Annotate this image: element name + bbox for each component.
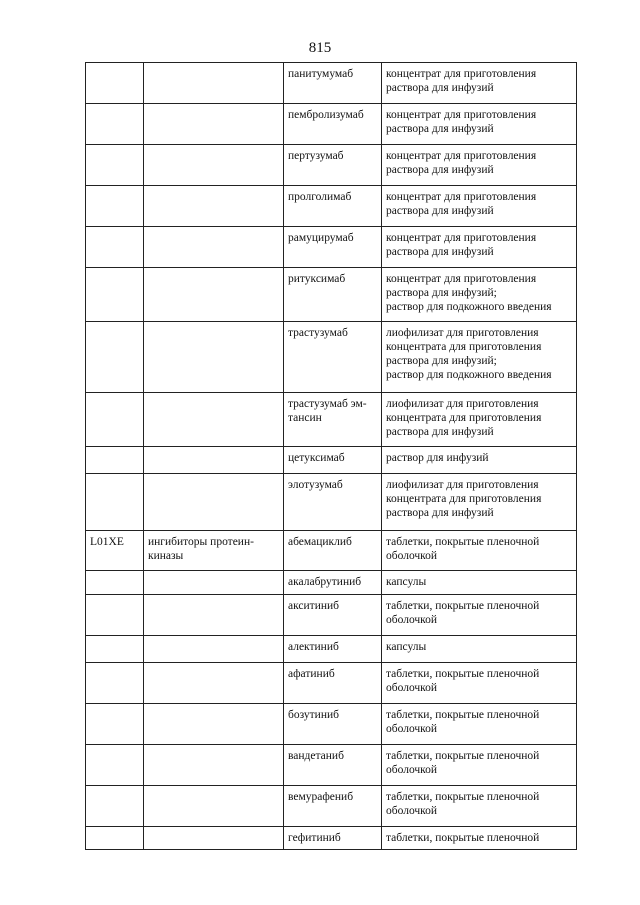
- dosage-form-cell: [382, 827, 577, 850]
- group-cell: [144, 636, 284, 663]
- atc-code-cell: L01XE: [86, 531, 144, 571]
- dosage-form-line: раствора для инфузий: [386, 205, 494, 217]
- atc-code-cell: [86, 186, 144, 227]
- dosage-form-line: раствора для инфузий: [386, 82, 494, 94]
- drug-name-cell: гефитиниб: [284, 827, 382, 850]
- drug-name-cell: бозутиниб: [284, 704, 382, 745]
- atc-code-cell: [86, 474, 144, 531]
- dosage-form-line: оболочкой: [386, 764, 438, 776]
- group-cell: [144, 322, 284, 393]
- atc-code-cell: [86, 827, 144, 850]
- table-row: [86, 704, 577, 745]
- dosage-form-line: концентрата для приготовления: [386, 412, 542, 424]
- group-cell: [144, 786, 284, 827]
- dosage-form-line: раствор для подкожного введения: [386, 369, 552, 381]
- dosage-form-cell: [382, 786, 577, 827]
- dosage-form-cell: [382, 636, 577, 663]
- dosage-form-line: раствора для инфузий: [386, 123, 494, 135]
- atc-code-cell: [86, 571, 144, 595]
- atc-code-cell: [86, 447, 144, 474]
- group-cell: [144, 104, 284, 145]
- dosage-form-line: таблетки, покрытые пленочной: [386, 750, 540, 762]
- dosage-form-line: лиофилизат для приготовления: [386, 479, 539, 491]
- drug-name-cell: трастузумаб эм- тансин: [284, 393, 382, 447]
- dosage-form-cell: [382, 447, 577, 474]
- group-cell: [144, 393, 284, 447]
- drug-name-cell: цетуксимаб: [284, 447, 382, 474]
- table-row: [86, 531, 577, 571]
- dosage-form-line: концентрат для приготовления: [386, 232, 537, 244]
- drug-name-cell: вандетаниб: [284, 745, 382, 786]
- table-row: [86, 786, 577, 827]
- dosage-form-line: концентрат для приготовления: [386, 273, 537, 285]
- dosage-form-line: таблетки, покрытые пленочной: [386, 536, 540, 548]
- dosage-form-cell: [382, 704, 577, 745]
- group-cell: [144, 474, 284, 531]
- atc-code-cell: [86, 745, 144, 786]
- dosage-form-line: оболочкой: [386, 614, 438, 626]
- group-cell: [144, 571, 284, 595]
- atc-code-cell: [86, 63, 144, 104]
- dosage-form-cell: [382, 595, 577, 636]
- dosage-form-line: раствора для инфузий;: [386, 287, 497, 299]
- drug-table: [85, 62, 577, 850]
- dosage-form-line: таблетки, покрытые пленочной: [386, 709, 540, 721]
- dosage-form-line: концентрат для приготовления: [386, 109, 537, 121]
- table-row: [86, 571, 577, 595]
- dosage-form-cell: [382, 104, 577, 145]
- table-row: [86, 145, 577, 186]
- dosage-form-line: лиофилизат для приготовления: [386, 327, 539, 339]
- table-row: [86, 474, 577, 531]
- dosage-form-cell: [382, 227, 577, 268]
- atc-code-cell: [86, 104, 144, 145]
- table-row: [86, 186, 577, 227]
- table-row: [86, 63, 577, 104]
- dosage-form-line: оболочкой: [386, 723, 438, 735]
- page-number: 815: [308, 40, 332, 56]
- drug-name-cell: абемациклиб: [284, 531, 382, 571]
- group-cell: [144, 745, 284, 786]
- dosage-form-cell: [382, 63, 577, 104]
- drug-name-cell: ритуксимаб: [284, 268, 382, 322]
- dosage-form-cell: [382, 474, 577, 531]
- drug-name-cell: алектиниб: [284, 636, 382, 663]
- atc-code-cell: [86, 322, 144, 393]
- table-row: [86, 827, 577, 850]
- drug-name-cell: элотузумаб: [284, 474, 382, 531]
- dosage-form-line: раствор для подкожного введения: [386, 301, 552, 313]
- dosage-form-line: раствора для инфузий: [386, 246, 494, 258]
- drug-name-cell: рамуцирумаб: [284, 227, 382, 268]
- atc-code-cell: [86, 227, 144, 268]
- group-cell: [144, 227, 284, 268]
- atc-code-cell: [86, 595, 144, 636]
- table-body: [86, 63, 577, 850]
- dosage-form-cell: [382, 571, 577, 595]
- group-cell: [144, 186, 284, 227]
- table-row: [86, 104, 577, 145]
- dosage-form-line: раствора для инфузий;: [386, 355, 497, 367]
- dosage-form-line: раствора для инфузий: [386, 507, 494, 519]
- drug-name-cell: пембролизумаб: [284, 104, 382, 145]
- group-cell: [144, 447, 284, 474]
- dosage-form-cell: [382, 531, 577, 571]
- table-row: [86, 393, 577, 447]
- table-row: [86, 745, 577, 786]
- dosage-form-line: концентрат для приготовления: [386, 191, 537, 203]
- drug-name-cell: афатиниб: [284, 663, 382, 704]
- dosage-form-cell: [382, 393, 577, 447]
- drug-name-cell: панитумумаб: [284, 63, 382, 104]
- drug-name-cell: пертузумаб: [284, 145, 382, 186]
- atc-code-cell: [86, 663, 144, 704]
- dosage-form-cell: [382, 745, 577, 786]
- dosage-form-line: оболочкой: [386, 805, 438, 817]
- dosage-form-cell: [382, 186, 577, 227]
- dosage-form-line: таблетки, покрытые пленочной: [386, 832, 540, 844]
- group-cell: [144, 704, 284, 745]
- group-cell: [144, 268, 284, 322]
- table-row: [86, 322, 577, 393]
- drug-name-cell: акалабрутиниб: [284, 571, 382, 595]
- dosage-form-line: таблетки, покрытые пленочной: [386, 791, 540, 803]
- dosage-form-line: таблетки, покрытые пленочной: [386, 668, 540, 680]
- dosage-form-line: концентрата для приготовления: [386, 341, 542, 353]
- dosage-form-line: оболочкой: [386, 550, 438, 562]
- dosage-form-line: раствора для инфузий: [386, 164, 494, 176]
- dosage-form-line: концентрат для приготовления: [386, 68, 537, 80]
- drug-name-cell: акситиниб: [284, 595, 382, 636]
- atc-code-cell: [86, 636, 144, 663]
- dosage-form-line: раствор для инфузий: [386, 452, 489, 464]
- dosage-form-line: оболочкой: [386, 682, 438, 694]
- table-row: [86, 447, 577, 474]
- group-cell: [144, 595, 284, 636]
- group-cell: [144, 63, 284, 104]
- group-cell: [144, 663, 284, 704]
- dosage-form-line: капсулы: [386, 576, 427, 588]
- atc-code-cell: [86, 704, 144, 745]
- dosage-form-line: лиофилизат для приготовления: [386, 398, 539, 410]
- dosage-form-line: концентрата для приготовления: [386, 493, 542, 505]
- dosage-form-line: концентрат для приготовления: [386, 150, 537, 162]
- table-row: [86, 227, 577, 268]
- table-row: [86, 268, 577, 322]
- dosage-form-line: капсулы: [386, 641, 427, 653]
- group-cell: [144, 827, 284, 850]
- group-cell: ингибиторы протеин- киназы: [144, 531, 284, 571]
- drug-name-cell: трастузумаб: [284, 322, 382, 393]
- dosage-form-cell: [382, 322, 577, 393]
- group-cell: [144, 145, 284, 186]
- dosage-form-cell: [382, 145, 577, 186]
- atc-code-cell: [86, 393, 144, 447]
- dosage-form-line: раствора для инфузий: [386, 426, 494, 438]
- table-row: [86, 663, 577, 704]
- drug-name-cell: пролголимаб: [284, 186, 382, 227]
- table-row: [86, 636, 577, 663]
- atc-code-cell: [86, 268, 144, 322]
- table-row: [86, 595, 577, 636]
- atc-code-cell: [86, 145, 144, 186]
- dosage-form-cell: [382, 663, 577, 704]
- drug-name-cell: вемурафениб: [284, 786, 382, 827]
- dosage-form-line: таблетки, покрытые пленочной: [386, 600, 540, 612]
- dosage-form-cell: [382, 268, 577, 322]
- atc-code-cell: [86, 786, 144, 827]
